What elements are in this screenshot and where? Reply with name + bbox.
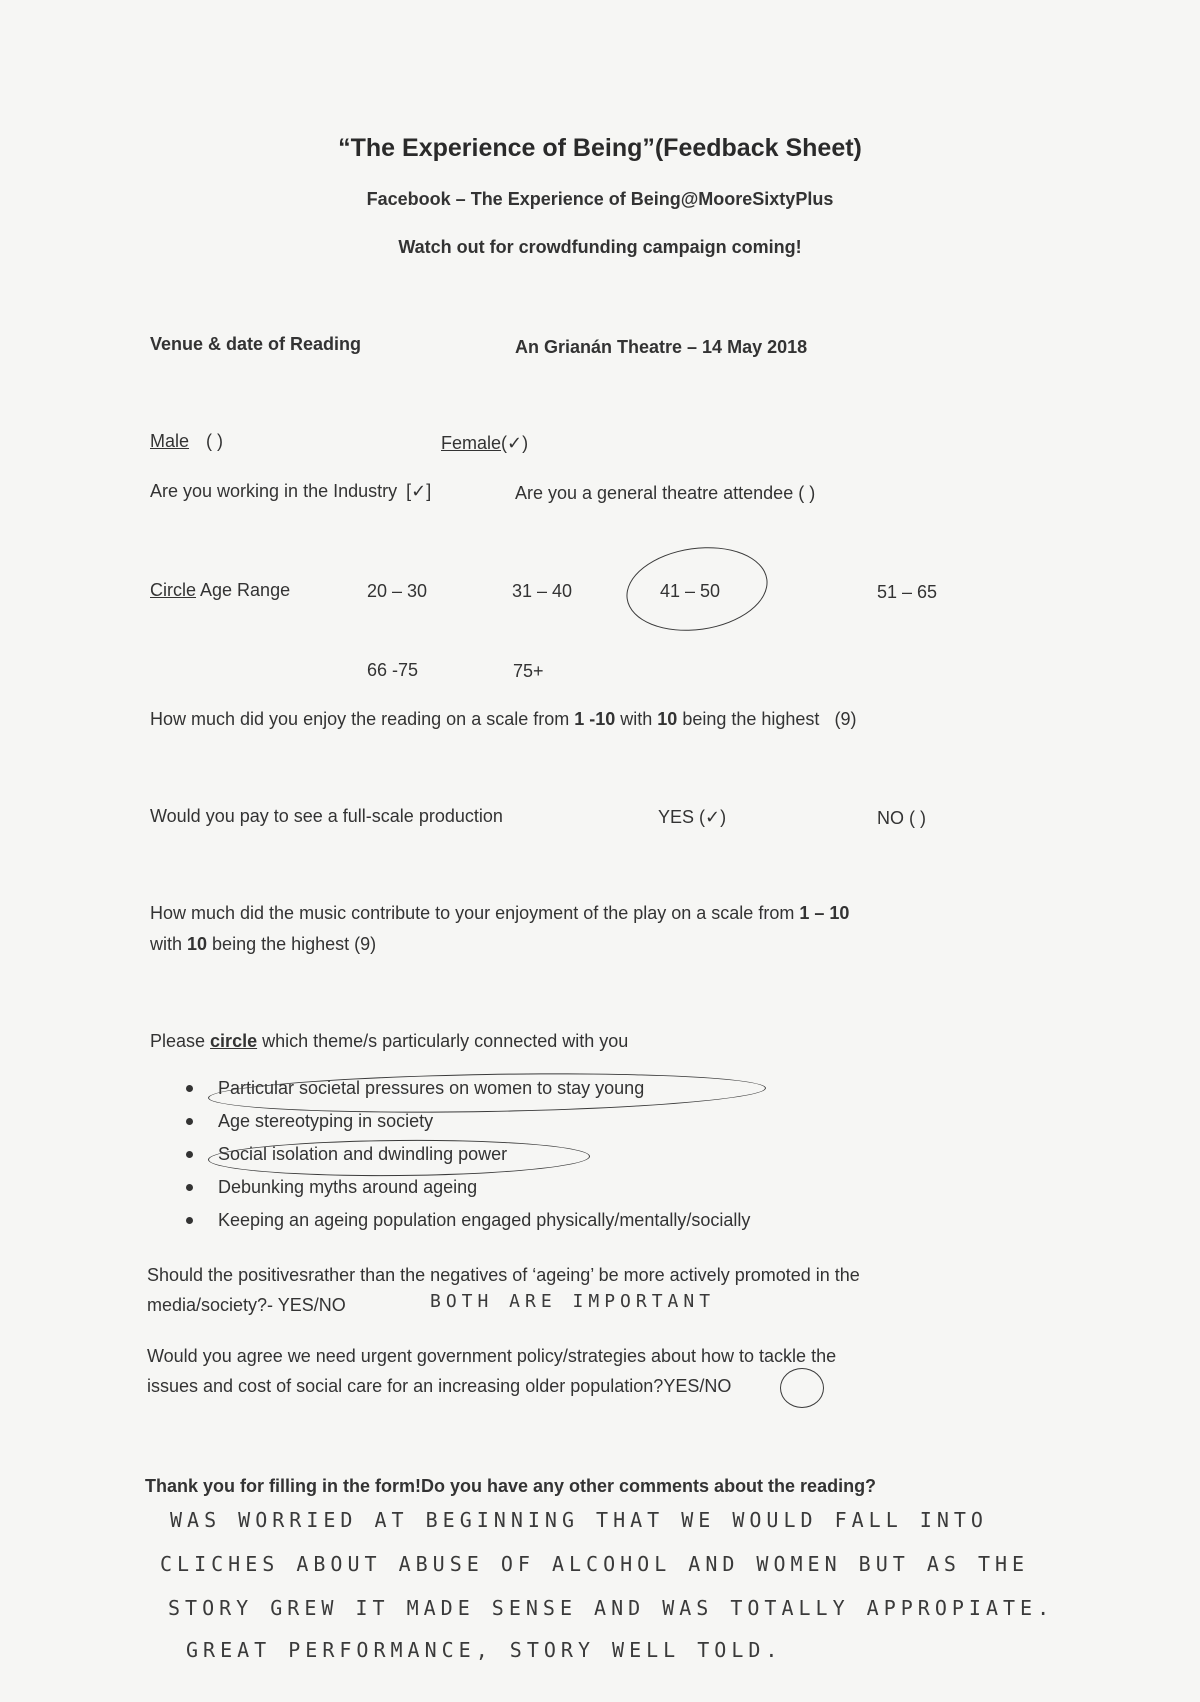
- theme-item[interactable]: Keeping an ageing population engaged physically/mentally/socially: [186, 1208, 750, 1241]
- industry-question: [150, 481, 431, 502]
- positives-question-line2: media/society?- YES/NO: [147, 1295, 346, 1315]
- theme-item[interactable]: Debunking myths around ageing: [186, 1175, 750, 1208]
- comment-line: STORY GREW IT MADE SENSE AND WAS TOTALLY APPROPIATE.: [168, 1596, 1055, 1620]
- age-option-66-75[interactable]: 66 -75: [367, 660, 419, 680]
- enjoyment-text-2: with: [615, 709, 658, 729]
- music-text-2: with: [150, 934, 188, 954]
- theme-item[interactable]: Social isolation and dwindling power: [186, 1142, 750, 1175]
- age-option-41-50[interactable]: 41 – 50: [660, 581, 721, 601]
- comments-question: Thank you for filling in the form!Do you have any other comments about the reading?: [145, 1476, 877, 1496]
- female-checkbox[interactable]: (✓): [501, 433, 529, 453]
- age-option-20-30[interactable]: 20 – 30: [367, 581, 428, 601]
- male-label: Male: [150, 431, 190, 451]
- attendee-checkbox[interactable]: ( ): [798, 483, 816, 503]
- attendee-question: [515, 483, 815, 504]
- venue-value: An Grianán Theatre – 14 May 2018: [515, 337, 808, 357]
- music-scale: 1 – 10: [799, 903, 850, 923]
- positives-question-line1: Should the positivesrather than the negatives of ‘ageing’ be more actively promoted in the: [147, 1265, 860, 1285]
- age-option-31-40[interactable]: 31 – 40: [512, 581, 573, 601]
- male-field[interactable]: [150, 431, 223, 452]
- policy-question-line1: Would you agree we need urgent government policy/strategies about how to tackle the: [147, 1346, 837, 1366]
- policy-text: issues and cost of social care for an increasing older population?: [147, 1376, 664, 1396]
- policy-question-line2: [147, 1376, 731, 1397]
- themes-intro-text-2: which theme/s particularly connected with you: [257, 1031, 629, 1051]
- age-option-75-plus[interactable]: 75+: [513, 661, 544, 681]
- enjoyment-scale: 1 -10: [574, 709, 616, 729]
- comment-line: CLICHES ABOUT ABUSE OF ALCOHOL AND WOMEN BUT AS THE: [160, 1552, 1030, 1576]
- policy-no-option[interactable]: /NO: [699, 1376, 732, 1396]
- facebook-line: Facebook – The Experience of Being@MooreSixtyPlus: [366, 189, 834, 209]
- music-answer[interactable]: (9): [354, 934, 377, 954]
- industry-checkbox[interactable]: [✓]: [406, 481, 432, 501]
- enjoyment-text-3: being the highest: [677, 709, 820, 729]
- enjoyment-text-1: How much did you enjoy the reading on a scale from: [150, 709, 575, 729]
- age-selection-circle: [621, 539, 773, 640]
- pay-no-option[interactable]: NO ( ): [877, 808, 926, 828]
- themes-intro-text-1: Please: [150, 1031, 211, 1051]
- theme-item[interactable]: Particular societal pressures on women to stay young: [186, 1076, 750, 1109]
- enjoyment-highest: 10: [657, 709, 678, 729]
- music-text-3: being the highest: [207, 934, 355, 954]
- comment-line: GREAT PERFORMANCE, STORY WELL TOLD.: [186, 1638, 783, 1662]
- age-range-label: [150, 580, 290, 601]
- positives-handwritten-answer: BOTH ARE IMPORTANT: [430, 1291, 716, 1312]
- page-title: “The Experience of Being”(Feedback Sheet): [338, 134, 862, 162]
- music-question-line1: [150, 903, 849, 924]
- female-label: Female: [441, 433, 502, 453]
- comment-line: WAS WORRIED AT BEGINNING THAT WE WOULD FALL INTO: [170, 1508, 988, 1532]
- attendee-question-text: Are you a general theatre attendee: [515, 483, 794, 503]
- policy-yes-option[interactable]: YES: [663, 1376, 700, 1396]
- pay-yes-option[interactable]: YES (✓): [658, 807, 727, 827]
- music-question-line2: [150, 934, 376, 955]
- enjoyment-question: [150, 709, 856, 730]
- crowdfunding-notice: Watch out for crowdfunding campaign coming!: [398, 237, 802, 257]
- industry-question-text: Are you working in the Industry: [150, 481, 398, 501]
- themes-intro-circle: circle: [210, 1031, 258, 1051]
- age-label-rest: Age Range: [196, 580, 291, 600]
- male-checkbox[interactable]: ( ): [206, 431, 224, 451]
- enjoyment-answer[interactable]: (9): [834, 709, 857, 729]
- venue-label: Venue & date of Reading: [150, 334, 362, 354]
- music-text-1: How much did the music contribute to your enjoyment of the play on a scale from: [150, 903, 800, 923]
- music-highest: 10: [187, 934, 208, 954]
- theme-item[interactable]: Age stereotyping in society: [186, 1109, 750, 1142]
- themes-intro: [150, 1031, 628, 1052]
- female-field[interactable]: [441, 433, 528, 454]
- policy-yes-circle: [780, 1368, 824, 1408]
- age-option-51-65[interactable]: 51 – 65: [877, 582, 938, 602]
- pay-question: Would you pay to see a full-scale production: [150, 806, 503, 826]
- age-label-circle: Circle: [150, 580, 197, 600]
